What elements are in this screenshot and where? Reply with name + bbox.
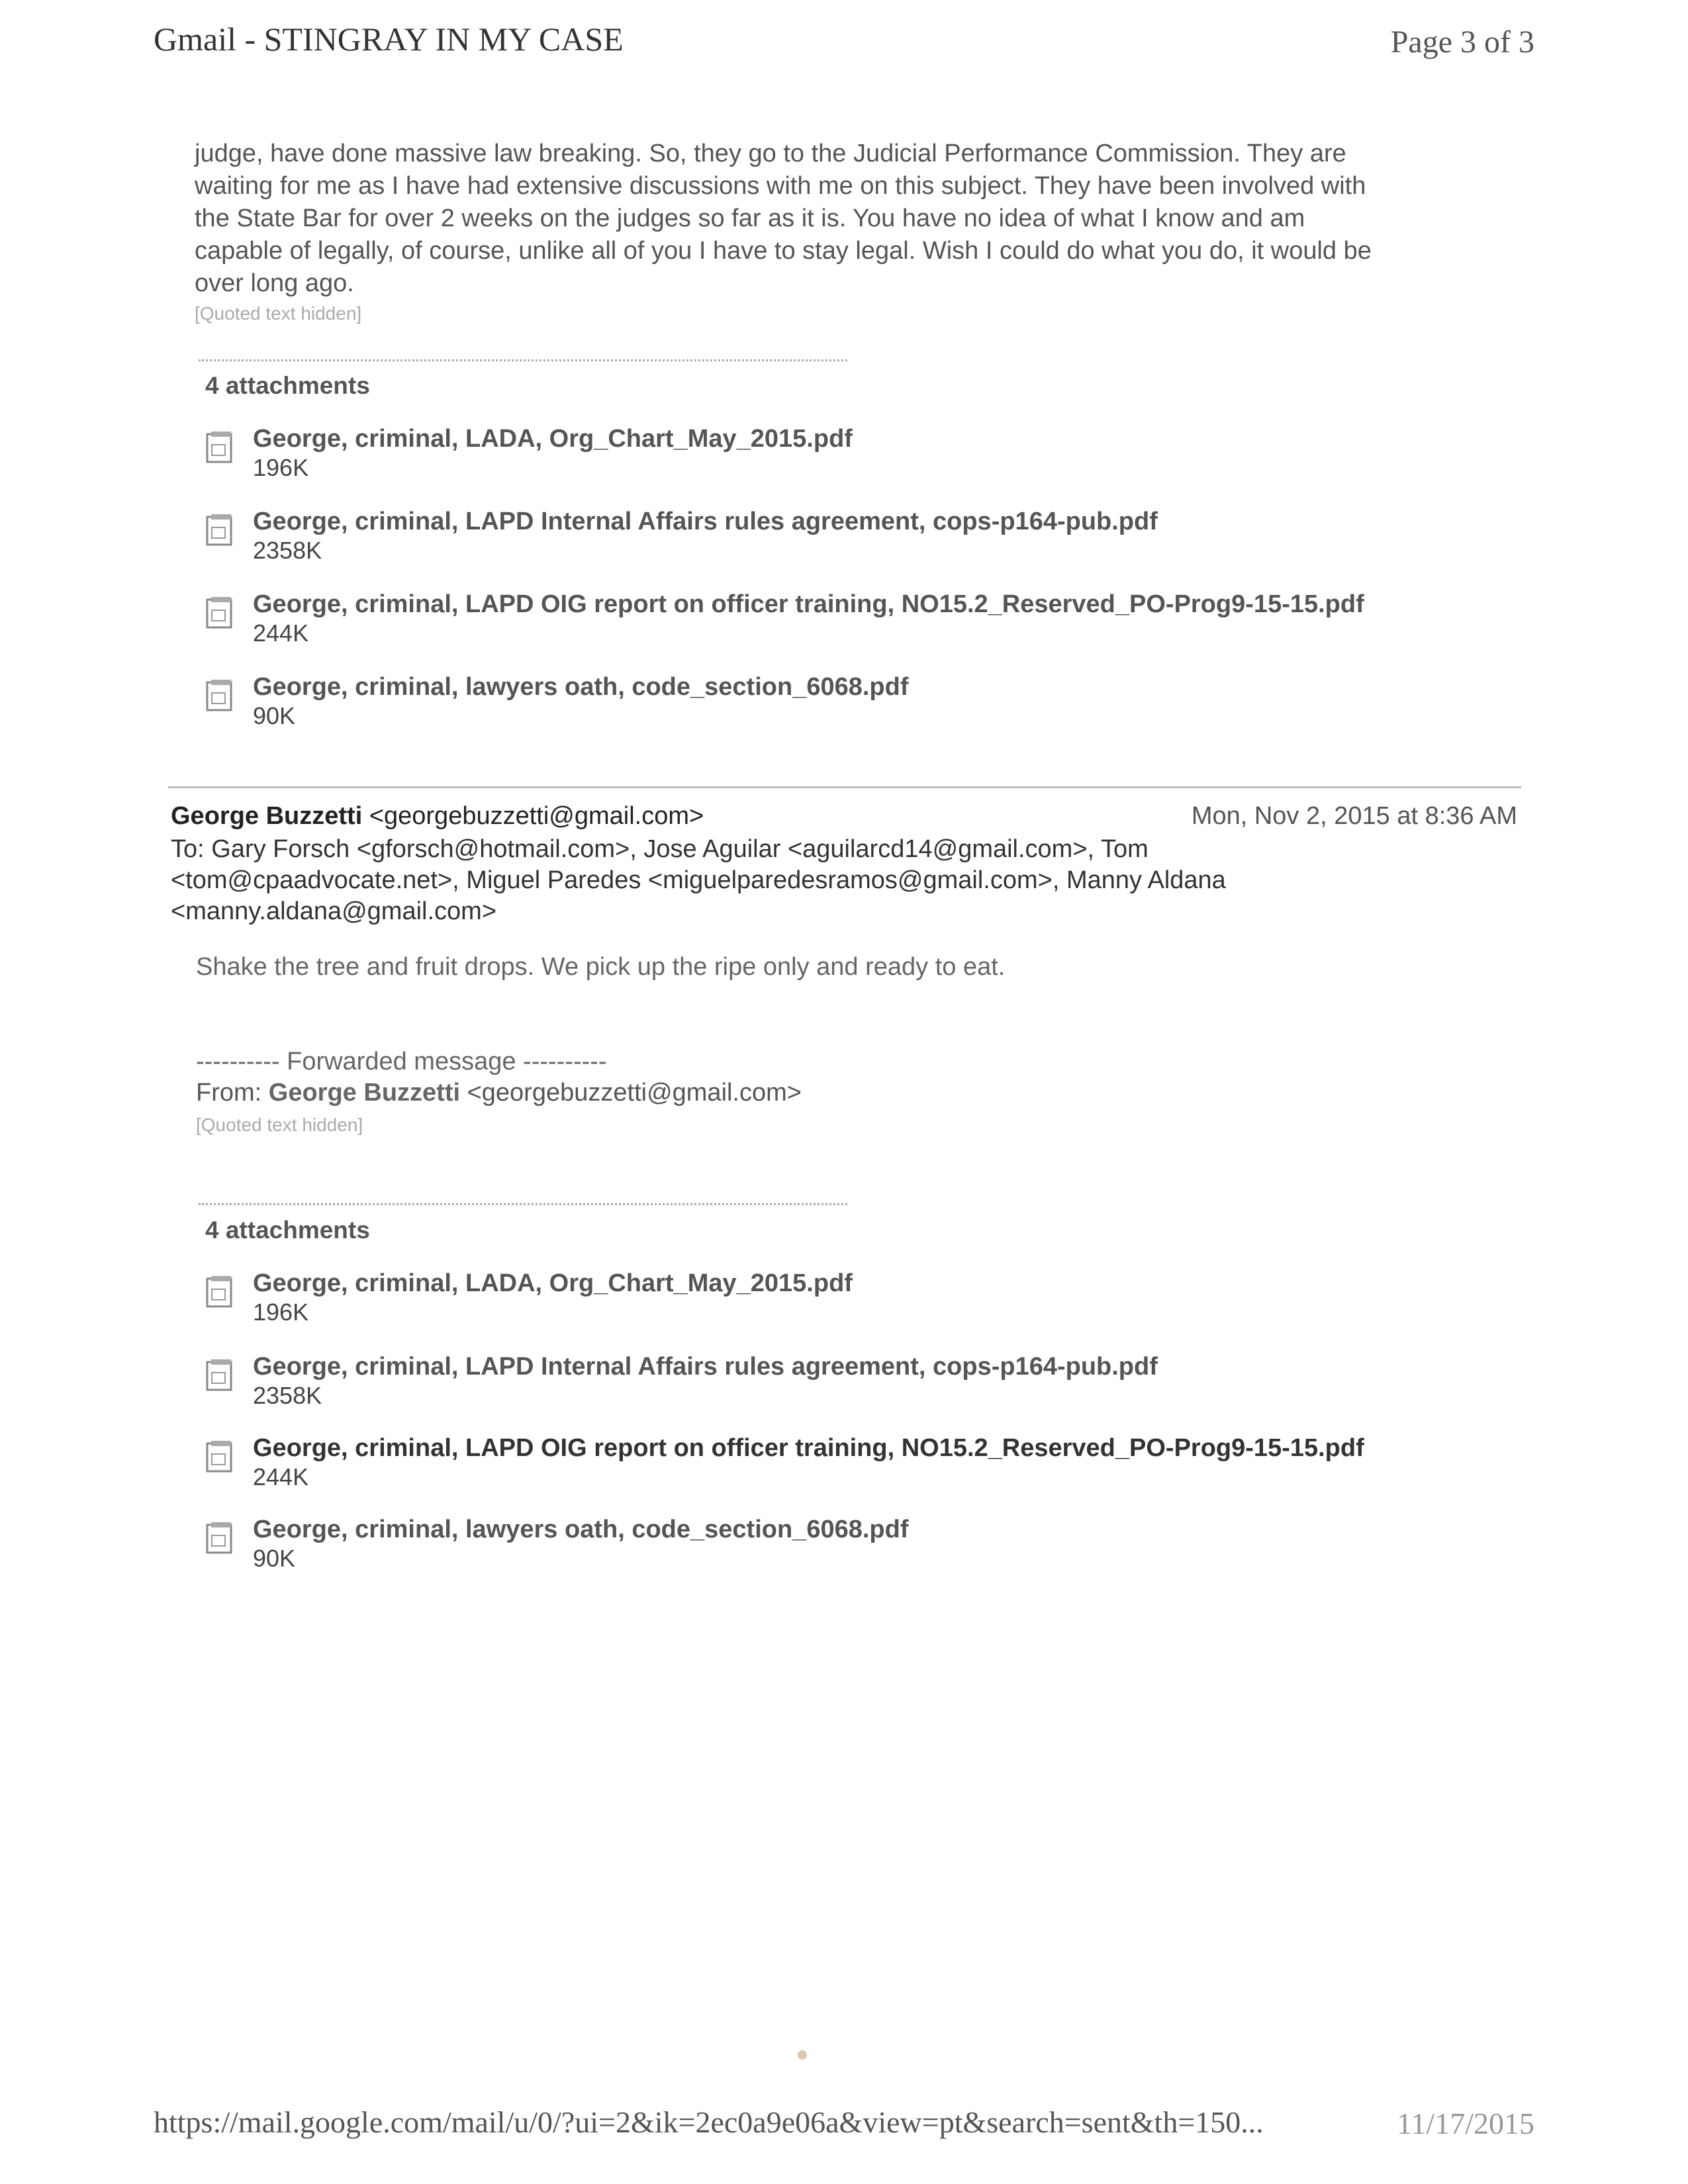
- quoted-text-hidden-link[interactable]: [Quoted text hidden]: [195, 303, 362, 324]
- attachment-filename[interactable]: George, criminal, LAPD Internal Affairs rules agreement, cops-p164-pub.pdf: [253, 508, 1158, 535]
- attachment-item[interactable]: [205, 1353, 1529, 1419]
- attachment-size: 196K: [253, 1298, 309, 1326]
- message-date: Mon, Nov 2, 2015 at 8:36 AM: [1191, 802, 1517, 830]
- attachments-heading: 4 attachments: [205, 372, 370, 399]
- quoted-line: the State Bar for over 2 weeks on the judges so far as it is. You have no idea of what I know and am: [195, 205, 1305, 232]
- attachment-item[interactable]: [205, 1434, 1529, 1500]
- recipients-line: <tom@cpaadvocate.net>, Miguel Paredes <miguelparedesramos@gmail.com>, Manny Aldana: [171, 866, 1226, 894]
- forwarded-from-name: George Buzzetti: [268, 1079, 461, 1107]
- forwarded-message-label: ---------- Forwarded message ----------: [196, 1048, 607, 1075]
- attachment-item[interactable]: [205, 673, 1529, 739]
- page-number: Page 3 of 3: [1390, 24, 1534, 60]
- attachment-size: 244K: [253, 619, 309, 647]
- quoted-line: judge, have done massive law breaking. So, they go to the Judicial Performance Commission. They are: [195, 140, 1346, 167]
- attachment-item[interactable]: [205, 425, 1529, 491]
- quoted-line: waiting for me as I have had extensive discussions with me on this subject. They have been involved with: [195, 172, 1366, 200]
- attachment-size: 90K: [253, 702, 296, 729]
- attachment-filename[interactable]: George, criminal, LADA, Org_Chart_May_2015.pdf: [253, 425, 853, 453]
- pdf-file-icon: [205, 430, 234, 465]
- scan-speck: [798, 2050, 807, 2060]
- message-body: Shake the tree and fruit drops. We pick up the ripe only and ready to eat.: [196, 953, 1006, 981]
- attachment-size: 2358K: [253, 1382, 322, 1409]
- attachment-item[interactable]: [205, 1269, 1529, 1336]
- forwarded-from-prefix: From:: [196, 1079, 269, 1107]
- sender-name: George Buzzetti: [171, 802, 363, 830]
- forwarded-from-email: <georgebuzzetti@gmail.com>: [467, 1079, 802, 1107]
- message-divider: [168, 786, 1521, 788]
- pdf-file-icon: [205, 596, 234, 630]
- attachment-size: 196K: [253, 454, 309, 481]
- recipients-line: To: Gary Forsch <gforsch@hotmail.com>, Jose Aguilar <aguilarcd14@gmail.com>, Tom: [171, 835, 1149, 863]
- attachments-divider: [199, 359, 847, 361]
- attachment-filename[interactable]: George, criminal, lawyers oath, code_section_6068.pdf: [253, 673, 909, 701]
- attachment-item[interactable]: [205, 508, 1529, 574]
- pdf-file-icon: [205, 1275, 234, 1309]
- pdf-file-icon: [205, 513, 234, 547]
- attachment-size: 2358K: [253, 537, 322, 564]
- attachment-item[interactable]: [205, 1516, 1529, 1582]
- page-header-title: Gmail - STINGRAY IN MY CASE: [154, 21, 624, 58]
- attachments-heading: 4 attachments: [205, 1216, 370, 1244]
- quoted-line: capable of legally, of course, unlike all of you I have to stay legal. Wish I could do what you do, it would be: [195, 237, 1372, 265]
- attachments-divider: [199, 1203, 847, 1205]
- page-footer-date: 11/17/2015: [1397, 2107, 1534, 2140]
- pdf-file-icon: [205, 1439, 234, 1474]
- attachment-size: 90K: [253, 1545, 296, 1572]
- recipients-line: <manny.aldana@gmail.com>: [171, 897, 497, 925]
- attachment-filename[interactable]: George, criminal, LAPD OIG report on officer training, NO15.2_Reserved_PO-Prog9-15-15.pdf: [253, 1434, 1364, 1462]
- attachment-item[interactable]: [205, 590, 1529, 657]
- sender-email: <georgebuzzetti@gmail.com>: [369, 802, 704, 830]
- forwarded-from: [196, 1079, 802, 1107]
- message-sender[interactable]: [171, 802, 704, 831]
- attachment-filename[interactable]: George, criminal, LAPD OIG report on officer training, NO15.2_Reserved_PO-Prog9-15-15.pdf: [253, 590, 1364, 618]
- pdf-file-icon: [205, 1358, 234, 1392]
- message-recipients: [171, 834, 1362, 927]
- attachment-filename[interactable]: George, criminal, LAPD Internal Affairs rules agreement, cops-p164-pub.pdf: [253, 1353, 1158, 1381]
- page-footer-url: https://mail.google.com/mail/u/0/?ui=2&ik=2ec0a9e06a&view=pt&search=sent&th=150...: [154, 2105, 1264, 2139]
- pdf-file-icon: [205, 1521, 234, 1555]
- quoted-line: over long ago.: [195, 269, 354, 297]
- attachment-filename[interactable]: George, criminal, LADA, Org_Chart_May_2015.pdf: [253, 1269, 853, 1297]
- pdf-file-icon: [205, 678, 234, 713]
- quoted-paragraph: [195, 138, 1505, 300]
- quoted-text-hidden-link[interactable]: [Quoted text hidden]: [196, 1115, 363, 1135]
- attachment-filename[interactable]: George, criminal, lawyers oath, code_section_6068.pdf: [253, 1516, 909, 1543]
- attachment-size: 244K: [253, 1463, 309, 1490]
